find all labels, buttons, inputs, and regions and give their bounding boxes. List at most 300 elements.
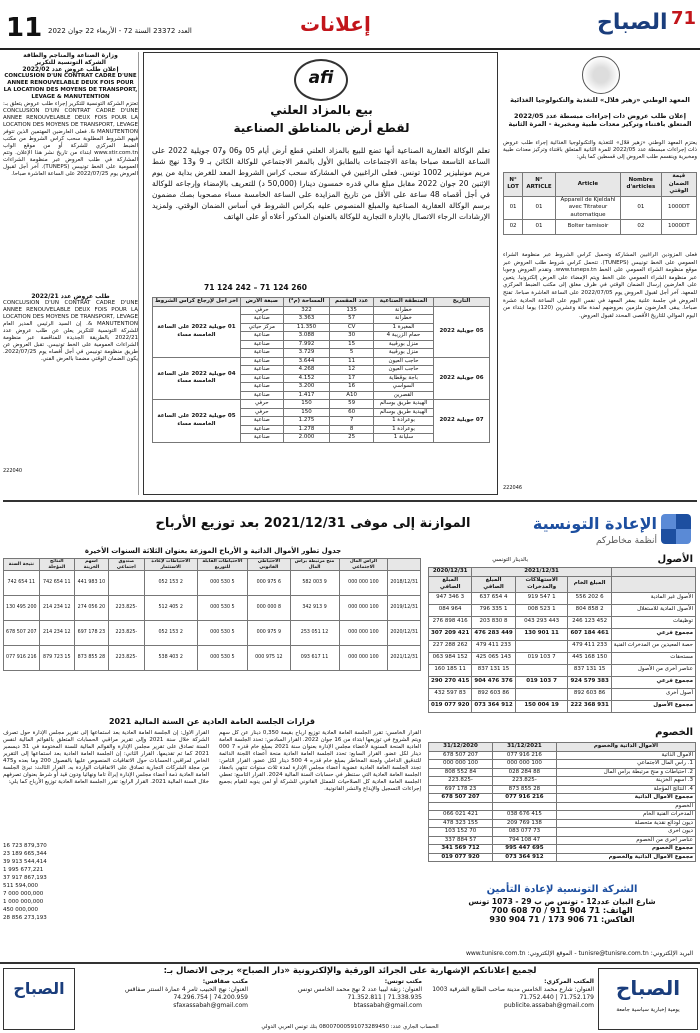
table-cell: 4. النتائج المؤجلة (556, 785, 695, 794)
table-cell: 57 (330, 315, 374, 324)
table-cell: 86 603 892 (568, 688, 611, 700)
issue-info: العدد 23372 السنة 72 - الأربعاء 22 جوان 2022 (48, 27, 192, 35)
table-cell: 8 000 000 (248, 596, 290, 621)
table-cell: 12 234 214 (39, 596, 74, 621)
auction-phones: 71 124 242 – 71 124 260 (204, 283, 307, 292)
distribution-value: 28 856 273,193 (3, 915, 47, 921)
table-cell: 8 (330, 425, 374, 434)
auction-table (152, 297, 490, 443)
table-header-cell: قيمة الضمان الوقتي (661, 173, 696, 197)
distribution-values (3, 842, 209, 942)
footer-sub: يومية إخبارية سياسية جامعة (616, 1007, 680, 1013)
table-cell: 461 184 607 (568, 628, 611, 640)
table-header-cell: عدد المقسم (330, 298, 374, 307)
table-cell: 1 547 919 (515, 592, 568, 604)
table-cell: 2018/12/31 (388, 571, 421, 596)
table-cell: 3. أسهم الخزينة (556, 777, 695, 786)
right-body: فعلى المزودين الراغبين المشاركة وتحميل كراس الشروط عبر منظومة الشراء العمومي على الخط تونيبس (TUNEPS). تتحمل كراس شروط طلب العروض عبر موقع منظومة الشراء العمومي على الخط www.tuneps.tn. وتقدم العروض وجوبا عبر منظومة الشراء العمومي على الخط ويتم الإمضاء على العرض إلكترونيا. يتعين على العارضين إرسال الضمان الوقتي في ظرف مغلق إلى مكتب الضبط المركزي للمعهد. آخر أجل لقبول العروض يوم 2022/07/05 على الساعة العاشرة صباحا. تفتح العروض في جلسة علنية بمقر المعهد في نفس اليوم على الساعة الحادية عشرة صباحا. يبقى العارضون ملزمين بعروضهم لمدة مائة وعشرين (120) يوما ابتداء من اليوم الموالي للتاريخ الأقصى المحدد لقبول العروض. (503, 252, 697, 319)
table-cell: A10 (330, 391, 374, 400)
footer-logo-right-text: الصباح (615, 976, 681, 1000)
hq-address: العنوان: شارع محمد الخامس مدينة صاحب الطابع الشرقية 1003 (432, 986, 594, 993)
table-cell: 135 (330, 306, 374, 315)
table-cell: 84 552 808 (429, 768, 493, 777)
table-cell: المدخرات الفنية الخام (556, 811, 695, 820)
table-cell: 28 855 873 (74, 646, 108, 671)
equity-table-wrap (3, 558, 421, 708)
table-cell: 207 507 678 (429, 794, 493, 803)
table-row (429, 751, 696, 760)
table-cell: 100 000 000 (339, 621, 388, 646)
auction-table-wrap (152, 297, 490, 443)
table-cell: 9 975 000 (248, 621, 290, 646)
hq-email: publicite.assabah@gmail.com (504, 1002, 594, 1009)
table-cell: 152 984 063 (429, 652, 472, 664)
table-cell: 12 975 000 (248, 646, 290, 671)
table-row (429, 768, 696, 777)
table-cell: 416 898 276 (429, 616, 472, 628)
table-cell: -223.825 (492, 777, 556, 786)
ad2-title: طلب عروض عدد 2022/21 (31, 293, 110, 300)
table-cell: -223.825 (108, 646, 144, 671)
table-cell: 88 284 028 (492, 768, 556, 777)
distribution-value: 511 594,000 (3, 883, 38, 889)
table-cell: 7.992 (283, 340, 330, 349)
contact-signature: الشركة التونسية لإعادة التأمين (486, 884, 638, 895)
table-cell: 2. احتياطات و منح مرتبطة برأس المال (556, 768, 695, 777)
table-row (429, 616, 696, 628)
table-cell: 100 000 000 (339, 596, 388, 621)
section-title: إعلانات (300, 12, 371, 36)
table-cell: مجموع الأموال الذاتية والخصوم (556, 853, 695, 862)
hq-fax: 71.752.440 (519, 994, 554, 1001)
table-cell: 138 769 209 (492, 819, 556, 828)
table-cell: 4.268 (283, 366, 330, 375)
table-cell: عناصر أخرى من الخصوم (556, 836, 695, 845)
footer-bank: الحساب الجاري عدد: 08007000591073289450 بنك تونس العربي الدولي (261, 1024, 439, 1030)
table-header-cell: منح مرتبطة برأس المال (290, 559, 339, 571)
table-cell (515, 688, 568, 700)
sfax-address: العنوان: نهج الحبيب ثامر 4 عمارة السنتر صفاقس (125, 986, 248, 993)
table-cell: 233 411 479 (472, 640, 515, 652)
table-row (429, 664, 696, 676)
distribution-value: 450 000,000 (3, 907, 38, 913)
assets-table-wrap (428, 567, 696, 713)
table-row (429, 828, 696, 837)
table-cell: توظيفات (611, 616, 695, 628)
table-cell: 1.278 (283, 425, 330, 434)
auction-title-2: لقطع أرض بالمناطق الصناعية (233, 121, 410, 135)
table-cell: 207 507 678 (4, 621, 40, 646)
tunis-title: مكتب تونس: (384, 978, 422, 985)
table-row (429, 604, 696, 616)
table-cell: مجموع فرعي (611, 628, 695, 640)
group-date-cell: 07 جويلية 2022 (434, 400, 490, 443)
table-cell (515, 664, 568, 676)
table-cell: 1.275 (283, 417, 330, 426)
table-cell: السواسي (373, 383, 433, 392)
table-cell: 2019/12/31 (388, 596, 421, 621)
sfax-title: مكتب صفاقس: (202, 978, 248, 985)
table-cell: 86 603 892 (472, 688, 515, 700)
table-cell: 931 368 222 (568, 700, 611, 712)
table-header-cell: الاستهلاكات والمدخرات (515, 576, 568, 592)
table-cell: المغيرة 1 (373, 323, 433, 332)
table-cell: حصة المعيدين من المدخرات الفنية (611, 640, 695, 652)
table-row (429, 836, 696, 845)
inntaa-tender-ad (503, 52, 697, 495)
table-header-cell (388, 559, 421, 571)
contact-phone: الهاتف: 71 904 911 / 70 608 700 (491, 906, 633, 915)
table-cell: 100 000 000 (339, 646, 388, 671)
table-row (153, 400, 490, 409)
table-row (429, 628, 696, 640)
table-cell: صناعية (240, 391, 283, 400)
table-cell: الأصول المادية للاستغلال (611, 604, 695, 616)
lot-table-wrap (503, 172, 697, 235)
table-cell: حرفي (240, 306, 283, 315)
table-cell: الأصول غير المادية (611, 592, 695, 604)
table-header-cell: الاحتياطات القابلة للتوزيع (197, 559, 248, 571)
table-cell: 73 077 083 (492, 828, 556, 837)
table-header-cell: النتائج المؤجلة (39, 559, 74, 571)
table-cell: صناعية (240, 315, 283, 324)
table-cell: 15 131 837 (568, 664, 611, 676)
table-cell: 376 476 904 (472, 676, 515, 688)
decisions-title: قرارات الجلسة العامة العادية عن السنة المالية 2021 (108, 717, 316, 726)
table-header-cell: المبلغ الصافي (429, 576, 472, 592)
tunis-address: العنوان: زنقة ليبيا عدد 2 نهج محمد الخامس تونس (298, 986, 422, 993)
office-sfax: مكتب صفاقس: العنوان: نهج الحبيب ثامر 4 عمارة السنتر صفاقس 74.200.959 | 74.296.754 sfaxassabah@gmail.com (78, 978, 248, 1026)
table-cell: 216 916 077 (492, 794, 556, 803)
table-cell: ديون أخرى (556, 828, 695, 837)
table-cell: Appareil de Kjeldahl avec Titrateur automatique (555, 196, 620, 220)
table-cell: 47 108 794 (492, 836, 556, 845)
table-cell: 9 003 582 (290, 571, 339, 596)
footer-logo-right (598, 968, 698, 1030)
table-cell: 12 234 214 (39, 621, 74, 646)
table-cell: الهيدية طريق بوسالم (373, 400, 433, 409)
table-header-cell: الاحتياطات لإعادة الاستثمار (144, 559, 197, 571)
contact-address: شارع البيان عدد12 - تونس ص ب 29 - 1073 تونس (468, 897, 656, 906)
distribution-value: 39 913 544,414 (3, 859, 47, 865)
table-cell: Bolter tamisoir (555, 220, 620, 235)
auction-body: تعلم الوكالة العقارية الصناعية أنها تضع للبيع بالمزاد العلني قطع أرض أيام 05 و06 و07 جويلية 2022 على الساعة التاسعة صباحا بقاعة الاجتماعات بالطابق الأول بالمقر الاجتماعي للوكالة الكائن بـ 9 و13 نهج شط مريم مونبليزير 1002 تونس. فعلى الراغبين في المشاركة سحب كراس الشروط المعد للغرض بداية من يوم الإثنين 20 جوان 2022 مقابل مبلغ مالي قدره خمسون دينارا (50,000 د) للتعريف بالإمضاء وإرجاعه للوكالة في أجل أقصاه 48 ساعة على الأقل من تاريخ المزايدة على الساعة الخامسة مساء مصحوبا بصك مضمون برسم الوكالة العقارية الصناعية والمبلغ المنصوص عليه بكراس الشروط في أساس الضمان الوقتي. ولمزيد الإرشادات الرجاء الاتصال بالإدارة التجارية للوكالة بالعنوان المذكور أعلاه أو على الهاتف (152, 146, 490, 221)
table-cell: 3.363 (283, 315, 330, 324)
ad1-body: تعتزم الشركة التونسية للتكرير إجراء طلب عروض يتعلق بـ: CONCLUSION D'UN CONTRAT CADRE D'UNE ANNEE RENOUVELABLE DEUX FOIS POUR LA LOCATION DES MOYENS DE TRANSPORT, LEVAGE & MANUTENTION. فعلى العارضين المهتمين الذين تتوفر فيهم الشروط المطلوبة سحب كراس الشروط من مكتب الضبط المركزي للشركة أو من موقع الواب www.stir.com.tn ابتداء من تاريخ نشر هذا الإعلان. وتتم المشاركة في طلب العروض عبر منظومة الشراءات العمومية على الخط تونيبس (TUNEPS). آخر أجل لقبول العروض يوم 2022/07/25 على الساعة العاشرة صباحا. (3, 101, 138, 177)
logo-number: 71 (671, 8, 697, 29)
table-cell: عناصر أخرى من الأصول (611, 664, 695, 676)
right-title-1: المعهد الوطني «زهير قلال» للتغذية والتكنولوجيا الغذائية (510, 96, 690, 104)
table-cell: 9 913 342 (290, 596, 339, 621)
table-cell: 25 (330, 434, 374, 443)
hq-phone: 71.752.179 (559, 994, 594, 1001)
table-cell: 23 178 697 (429, 785, 493, 794)
table-cell: 01 (523, 196, 556, 220)
table-cell: 11 654 742 (39, 571, 74, 596)
afi-mark: afi (308, 68, 334, 88)
table-row (4, 571, 421, 596)
table-cell: سليانة 1 (373, 434, 433, 443)
table-cell: 11 901 130 (515, 628, 568, 640)
table-cell: 150 (283, 408, 330, 417)
table-cell: 5 530 000 (197, 621, 248, 646)
distribution-value: 37 917 867,193 (3, 875, 47, 881)
table-cell: صناعية (240, 349, 283, 358)
emblem-icon (582, 56, 620, 94)
table-cell: صناعية (240, 425, 283, 434)
tunis-fax: 71.352.811 (347, 994, 382, 1001)
ad-ref: 222040 (3, 468, 23, 474)
table-row (429, 652, 696, 664)
table-cell: 920 077 019 (429, 700, 472, 712)
table-cell: 150 168 445 (568, 652, 611, 664)
table-row (429, 853, 696, 862)
table-header-cell: 31/12/2021 (492, 743, 556, 752)
table-cell: 10 983 441 (74, 571, 108, 596)
table-cell: 155 323 478 (429, 819, 493, 828)
assets-title: الأصول (657, 554, 693, 565)
table-cell: حاجب العيون (373, 366, 433, 375)
table-cell: صناعية (240, 417, 283, 426)
table-header-cell: N° ARTICLE (523, 173, 556, 197)
table-header-cell: المبلغ الخام (568, 576, 611, 592)
table-cell: حرفي (240, 408, 283, 417)
table-cell: الأموال الذاتية (556, 751, 695, 760)
table-cell: صناعية (240, 383, 283, 392)
table-cell: 7 103 019 (515, 652, 568, 664)
table-cell: مجموع الخصوم (556, 845, 695, 854)
company-name: الشركة التونسية للتكرير (35, 59, 106, 66)
table-cell: مجموع الأصول (611, 700, 695, 712)
table-cell: مجموع فرعي (611, 676, 695, 688)
table-cell: 11 617 093 (290, 646, 339, 671)
group-date-cell: 05 جويلية 2022 (434, 306, 490, 357)
table-cell: 59 (330, 400, 374, 409)
table-cell (492, 802, 556, 811)
right-title-3: المتعلق باقتناء وتركيز معدات طبية ومخبرية - المرة الثانية (508, 120, 692, 128)
table-cell: 964 084 (429, 604, 472, 616)
ad1-french: CONCLUSION D'UN CONTRAT CADRE D'UNE ANNEE RENOUVELABLE DEUX FOIS POUR LA LOCATION DES MOYENS DE TRANSPORT, LEVAGE & MANUTENTION (3, 73, 138, 100)
ministry: وزارة الصناعة والمناجم والطاقة (23, 52, 118, 59)
table-cell: 3.729 (283, 349, 330, 358)
table-cell: 100 000 000 (429, 760, 493, 769)
table-cell: صناعية (240, 434, 283, 443)
contact-fax: الفاكس: 71 906 173 / 71 904 930 (489, 915, 635, 924)
table-cell: 12 (330, 366, 374, 375)
table-cell: 3.200 (283, 383, 330, 392)
table-cell: الهيدية طريق بوسالم (373, 408, 433, 417)
table-cell: 60 (330, 408, 374, 417)
ad2-body: CONCLUSION D'UN CONTRAT CADRE D'UNE ANNEE RENOUVELABLE DEUX FOIS POUR LA LOCATION DES MOYENS DE TRANSPORT, LEVAGE & MANUTENTION. إن السيد الرئيس المدير العام للشركة التونسية للتكرير يعلن عن طلب عروض عدد 2022/21 بالطريقة الجديدة للمناقصة عبر منظومة الشراءات العمومية على الخط تونيبس. تقبل العروض عن طريق منظومة تونيبس في أجل أقصاه يوم 2022/07/25. يكون الضمان الوقتي مضمنا بالعرض الفني. (3, 300, 138, 362)
table-cell: 1.417 (283, 391, 330, 400)
table-cell: 2021/12/31 (388, 646, 421, 671)
table-cell: -223.825 (108, 596, 144, 621)
sfax-email: sfaxassabah@gmail.com (173, 1002, 248, 1009)
table-cell: 16 (330, 383, 374, 392)
group-deadline-cell: 01 جويلية 2022 على الساعة الخامسة مساء (153, 306, 241, 357)
table-cell: 11 654 742 (4, 571, 40, 596)
footer-logo-left (3, 968, 75, 1030)
table-row (429, 794, 696, 803)
table-cell: 12 051 253 (290, 621, 339, 646)
equity-subtitle: جدول تطور الأموال الذاتية و الأرباح الموزعة بعنوان الثلاثة السنوات الأخيرة (84, 547, 342, 555)
table-cell: 1000DT (661, 220, 696, 235)
table-header-cell: 2021/12/31 (472, 568, 611, 577)
contact-email: البريد الإلكتروني: tunisre@tunisre.com.tn - الموقع الإلكتروني: www.tunisre.com.tn (465, 950, 693, 957)
table-cell: 83 597 432 (429, 688, 472, 700)
table-cell: ديون لودائع نقدية متحصلة (556, 819, 695, 828)
table-row (504, 220, 697, 235)
table-cell: القصرين (373, 391, 433, 400)
table-cell: 421 209 307 (429, 628, 472, 640)
table-cell: 415 270 290 (429, 676, 472, 688)
table-cell: 02 (504, 220, 523, 235)
table-cell: 20 056 274 (74, 596, 108, 621)
table-header-cell: Nombre d'articles (621, 173, 662, 197)
table-cell: 6 975 000 (248, 571, 290, 596)
table-row (504, 196, 697, 220)
tunisre-name: الإعادة التونسية (532, 514, 657, 533)
contact-box (428, 884, 696, 952)
hq-title: المكتب المركزي: (544, 978, 594, 985)
table-cell: 28 855 873 (492, 785, 556, 794)
tunisre-mark-icon (661, 514, 691, 544)
logo-text: الصباح (597, 10, 668, 35)
footer-headline: لجميع إعلاناتكم الإشهارية على الجرائد الورقية والإلكترونية «دار الصباح» يرجى الاتصال بـ: (163, 966, 537, 976)
table-cell: 2020/12/31 (388, 621, 421, 646)
table-header-cell (611, 568, 695, 577)
table-cell: منزل بورقيبة (373, 349, 433, 358)
table-cell: 912 364 073 (472, 700, 515, 712)
table-header-cell: آخر أجل لإرجاع كراس الشروط (153, 298, 241, 307)
table-cell: 11.350 (283, 323, 330, 332)
financial-headline: الموازنة إلى موفى 2021/12/31 بعد توزيع الأرباح (155, 516, 471, 531)
table-cell (515, 640, 568, 652)
table-header-cell: 31/12/2020 (429, 743, 493, 752)
table-cell: 5 530 000 (197, 646, 248, 671)
table-cell: 3.644 (283, 357, 330, 366)
table-cell: 11 185 160 (429, 664, 472, 676)
table-header-cell: التاريخ (434, 298, 490, 307)
auction-title-1: بيع بالمزاد العلني (270, 103, 373, 117)
liab-table-wrap (428, 742, 696, 862)
table-cell: 415 676 038 (492, 811, 556, 820)
table-cell: 5 530 000 (197, 596, 248, 621)
table-row (4, 596, 421, 621)
office-tunis: مكتب تونس: العنوان: زنقة ليبيا عدد 2 نهج محمد الخامس تونس 71.338.935 | 71.352.811 btassabah@gmail.com (252, 978, 422, 1026)
table-cell: 912 364 073 (492, 853, 556, 862)
table-cell: صناعية (240, 374, 283, 383)
table-header-cell: Article (555, 173, 620, 197)
table-cell: 3 346 947 (429, 592, 472, 604)
sfax-fax: 74.296.754 (173, 994, 208, 1001)
table-header-cell: الأموال الذاتية والخصوم (556, 743, 695, 752)
financial-ad (3, 500, 697, 962)
distribution-value: 1 995 677,221 (3, 867, 44, 873)
lot-table (503, 172, 697, 235)
table-cell: صناعية (240, 366, 283, 375)
table-cell: بوعرادة 1 (373, 417, 433, 426)
table-cell: مركز حياتي (240, 323, 283, 332)
table-cell: منزل بورقيبة (373, 340, 433, 349)
table-cell: -223.825 (108, 621, 144, 646)
footer (0, 962, 700, 1033)
table-cell: 6 202 556 (568, 592, 611, 604)
table-cell: 30 (330, 332, 374, 341)
right-title-2: إعلان طلب عروض ذات إجراءات مبسطة عدد 2022/05 (514, 112, 686, 120)
table-cell: 262 288 227 (429, 640, 472, 652)
tunis-email: btassabah@gmail.com (353, 1002, 422, 1009)
table-cell: 1 335 796 (472, 604, 515, 616)
table-header-cell: نتيجة السنة (4, 559, 40, 571)
distribution-list (3, 842, 209, 922)
table-cell: 150 (283, 400, 330, 409)
table-cell: صناعية (240, 357, 283, 366)
table-header-cell: أسهم الخزينة (74, 559, 108, 571)
table-row (429, 700, 696, 712)
table-cell: 02 (621, 220, 662, 235)
table-row (429, 845, 696, 854)
tunisre-tagline: أنظمة مخاطركم (595, 536, 657, 546)
table-cell: 216 916 077 (4, 646, 40, 671)
table-cell: 19 004 150 (515, 700, 568, 712)
table-cell: 383 579 924 (568, 676, 611, 688)
table-cell: 15 723 879 (39, 646, 74, 671)
table-cell: صناعية (240, 332, 283, 341)
liab-table (428, 742, 696, 862)
table-header-cell: صندوق اجتماعي (108, 559, 144, 571)
table-row (429, 760, 696, 769)
table-cell: 17 (330, 374, 374, 383)
table-cell: -223.825 (429, 777, 493, 786)
table-cell: 452 123 246 (568, 616, 611, 628)
table-header-cell: المبلغ الصافي (472, 576, 515, 592)
table-cell: CV (330, 323, 374, 332)
table-header-cell: N° LOT (504, 173, 523, 197)
tunisre-logo (503, 512, 693, 554)
group-date-cell: 06 جويلية 2022 (434, 357, 490, 400)
table-row (4, 621, 421, 646)
table-header-cell (611, 576, 695, 592)
table-cell: بوعرادة 1 (373, 425, 433, 434)
table-cell: 2 153 052 (144, 571, 197, 596)
table-cell: 100 000 000 (339, 571, 388, 596)
table-row (429, 802, 696, 811)
table-row (429, 811, 696, 820)
ad1-title: إعلان طلب عروض عدد 2022/02 (22, 66, 119, 73)
table-cell (108, 571, 144, 596)
footer-logo-left-text: الصباح (13, 979, 65, 998)
right-intro: يعتزم المعهد الوطني «زهير قلال» للتغذية والتكنولوجيا الغذائية إجراء طلب عروض ذات إجراءات مبسطة عدد 2022/05 للمرة الثانية المتعلق باقتناء وتركيز معدات طبية ومخبرية وينقسم طلب العروض إلى قسطين كما يلي: (503, 140, 697, 160)
auction-ad (143, 52, 498, 495)
afi-logo (294, 59, 348, 101)
table-cell: 143 065 425 (472, 652, 515, 664)
table-cell: 3.088 (283, 332, 330, 341)
sfax-phone: 74.200.959 (213, 994, 248, 1001)
table-cell: 01 (621, 196, 662, 220)
table-cell: أصول أخرى (611, 688, 695, 700)
table-row (429, 785, 696, 794)
table-cell: 2.000 (283, 434, 330, 443)
page-number: 11 (6, 13, 43, 43)
table-header-cell: الاحتياطي القانوني (248, 559, 290, 571)
group-deadline-cell: 04 جويلية 2022 على الساعة الخامسة مساء (153, 357, 241, 400)
table-cell: 70 152 103 (429, 828, 493, 837)
table-row (429, 819, 696, 828)
newspaper-logo (595, 6, 695, 42)
equity-table (3, 558, 421, 671)
table-row (429, 676, 696, 688)
